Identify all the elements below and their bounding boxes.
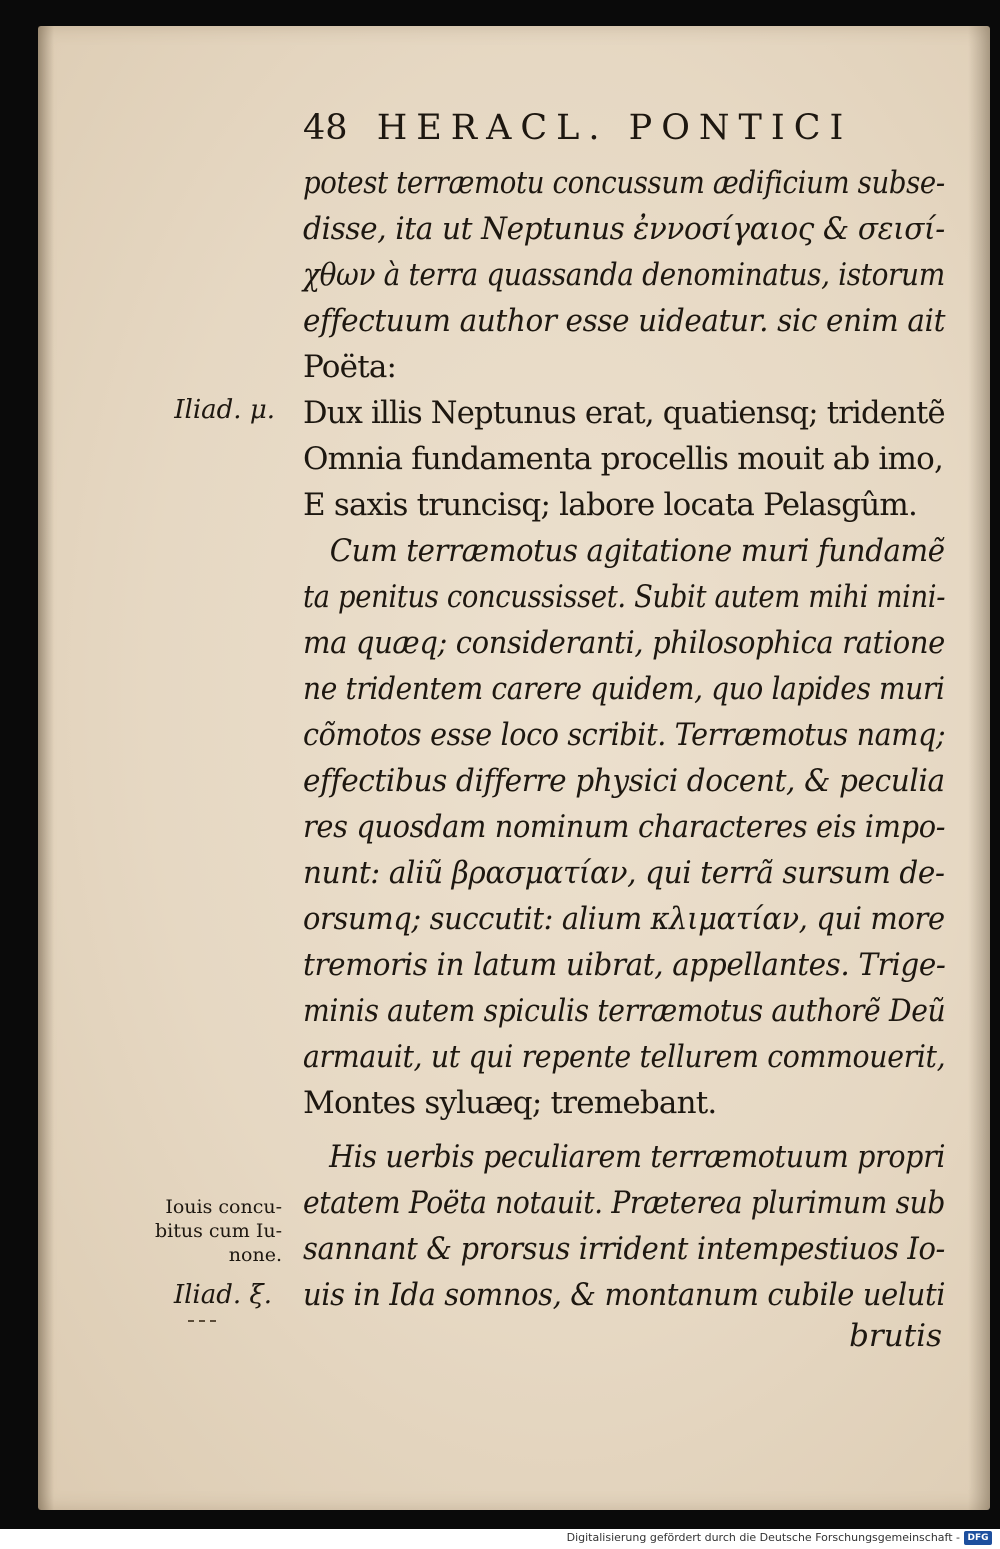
text-line-17: orsumq; succutit: alium κλιματίαν, qui more <box>303 901 945 937</box>
text-line-9: Cum terræmotus agitatione muri fundamẽ <box>303 533 945 569</box>
page-number: 48 <box>303 108 348 148</box>
text-line-22: His uerbis peculiarem terræmotuum propri <box>303 1139 946 1175</box>
text-line-25: uis in Ida somnos, & montanum cubile ueluti <box>303 1277 946 1313</box>
text-line-5: Poëta: <box>303 349 397 385</box>
marginal-note-line: bitus cum Iu- <box>155 1220 282 1242</box>
text-line-4: effectuum author esse uideatur. sic enim ait <box>303 303 946 339</box>
text-line-13: cõmotos esse loco scribit. Terræmotus namq; <box>303 717 946 753</box>
text-line-1: potest terræmotu concussum ædificium subse- <box>303 165 945 201</box>
marginal-note-iliad-xi: Iliad. ξ. <box>173 1280 272 1310</box>
verse-line-2: Omnia fundamenta procellis mouit ab imo, <box>303 441 944 477</box>
verse-line-4: Montes syluæq; tremebant. <box>303 1085 717 1121</box>
marginal-note-iovis <box>155 1195 282 1267</box>
text-line-24: sannant & prorsus irrident intempestiuos Io- <box>303 1231 945 1267</box>
text-line-23: etatem Poëta notauit. Præterea plurimum sub <box>303 1185 946 1221</box>
text-line-16: nunt: aliũ βρασματίαν, qui terrã sursum de- <box>303 855 945 891</box>
text-line-3: χθων à terra quassanda denominatus, istorum <box>303 257 945 293</box>
text-line-12: ne tridentem carere quidem, quo lapides muri <box>303 671 945 707</box>
running-title: HERACL. PONTICI <box>376 108 853 148</box>
text-line-20: armauit, ut qui repente tellurem commouerit, <box>303 1039 946 1075</box>
catchword: brutis <box>849 1318 942 1354</box>
verse-line-1: Dux illis Neptunus erat, quatiensq; tridentẽ <box>303 395 945 431</box>
text-line-19: minis autem spiculis terræmotus authorẽ Deũ <box>303 993 946 1029</box>
verse-line-3: E saxis truncisq; labore locata Pelasgûm. <box>303 487 918 523</box>
text-line-10: ta penitus concussisset. Subit autem mihi mini- <box>303 579 946 615</box>
text-line-18: tremoris in latum uibrat, appellantes. Trige- <box>303 947 946 983</box>
digitization-footer <box>0 1529 1000 1549</box>
running-head <box>303 108 852 148</box>
page-edge-shadow <box>968 26 990 1510</box>
dfg-logo: DFG <box>964 1531 992 1545</box>
footer-credit: Digitalisierung gefördert durch die Deutsche Forschungsgemeinschaft - <box>566 1531 960 1544</box>
text-line-2: disse, ita ut Neptunus ἐννοσίγαιος & σεισί- <box>303 211 945 247</box>
text-line-14: effectibus differre physici docent, & peculia <box>303 763 945 799</box>
spine-shadow <box>38 26 54 1510</box>
marginal-note-iliad-mu: Iliad. μ. <box>174 395 275 425</box>
marginal-dash-mark <box>188 1320 216 1324</box>
text-line-11: ma quæq; consideranti, philosophica ratione <box>303 625 945 661</box>
marginal-note-line: Iouis concu- <box>165 1196 282 1218</box>
text-line-15: res quosdam nominum characteres eis impo- <box>303 809 946 845</box>
marginal-note-line: none. <box>228 1244 282 1266</box>
